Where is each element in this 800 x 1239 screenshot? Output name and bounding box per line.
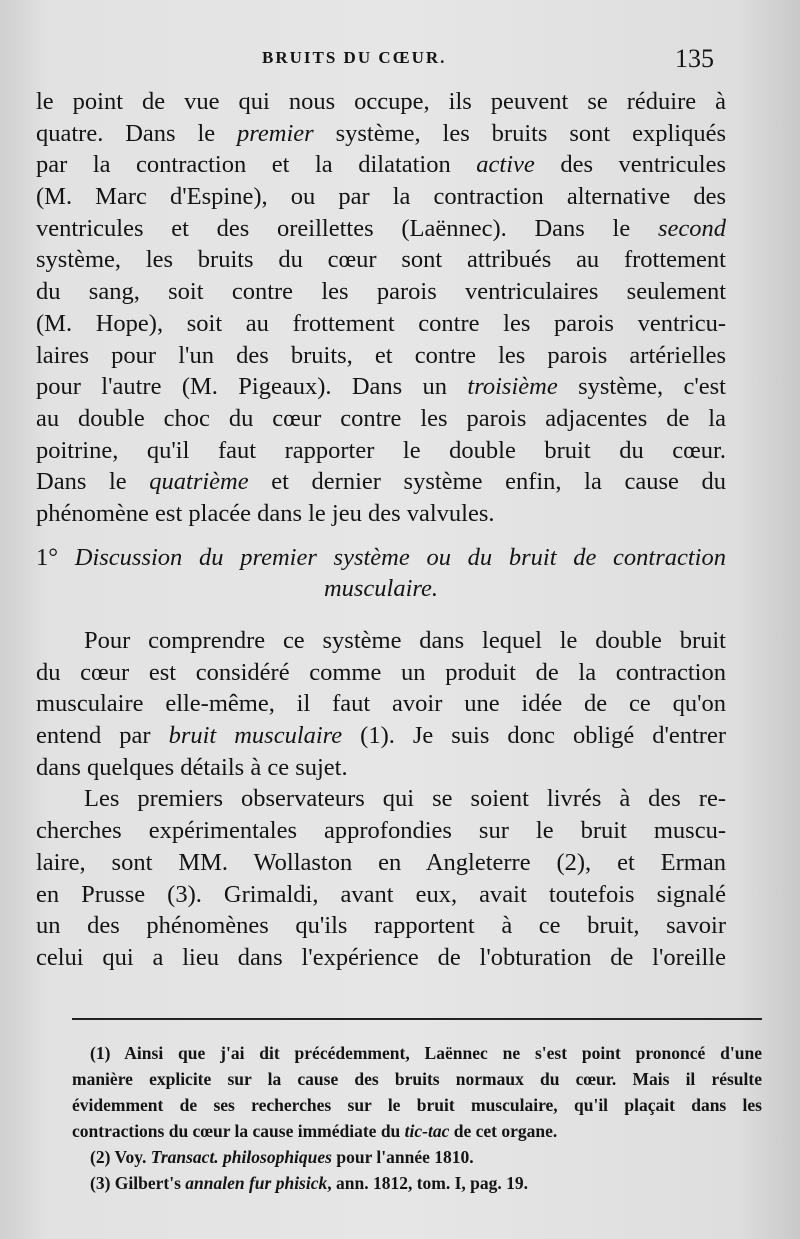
text-line: celui qui a lieu dans l'expérience de l'obturation de l'oreille [36,943,726,971]
page-header [0,44,800,74]
paragraph-3 [36,783,726,973]
text-line: phénomène est placée dans le jeu des valvules. [36,499,495,527]
heading-line: musculaire. [323,575,439,603]
footnote-line: contractions du cœur la cause immédiate du tic-tac de cet organe. [72,1121,558,1141]
body-text [36,86,726,974]
text-line: par la contraction et la dilatation active des ventricules [36,151,726,179]
text-line: laires pour l'un des bruits, et contre les parois artérielles [36,341,726,369]
text-line: (M. Marc d'Espine), ou par la contraction alternative des [36,183,726,211]
footnote-line: manière explicite sur la cause des bruits normaux du cœur. Mais il résulte [72,1069,762,1089]
italic-text: quatrième [149,468,249,496]
footnote-3: (3) Gilbert's annalen fur phisick, ann. 1812, tom. I, pag. 19. [90,1173,529,1193]
italic-text: active [476,151,535,179]
italic-text: tic-tac [404,1121,450,1141]
text-line: Dans le quatrième et dernier système enfin, la cause du [36,468,726,496]
text-line: Les premiers observateurs qui se soient livrés à des re- [84,785,726,813]
footnote-2: (2) Voy. Transact. philosophiques pour l'année 1810. [90,1147,474,1167]
paragraph-1 [36,86,726,530]
italic-text: bruit musculaire [168,722,343,750]
text-line: en Prusse (3). Grimaldi, avant eux, avait toutefois signalé [36,880,726,908]
text-line: musculaire elle-même, il faut avoir une idée de ce qu'on [36,690,726,718]
heading-text: Discussion du premier système ou du bruit de contraction [74,543,726,571]
text-line: au double choc du cœur contre les parois adjacentes de la [36,404,726,432]
text-line: dans quelques détails à ce sujet. [36,753,348,781]
footnotes [72,1040,762,1196]
italic-text: troisième [467,373,558,401]
text-line: ventricules et des oreillettes (Laënnec). Dans le second [36,214,726,242]
text-line: le point de vue qui nous occupe, ils peuvent se réduire à [36,88,726,115]
footnote-line: (1) Ainsi que j'ai dit précédemment, Laënnec ne s'est point prononcé d'une [90,1043,762,1063]
footnote-rule [72,1018,762,1020]
text-line: cherches expérimentales approfondies sur le bruit muscu- [36,817,726,845]
italic-text: Transact. philosophiques [150,1147,332,1167]
italic-text: annalen fur phisick [185,1173,328,1193]
running-title: BRUITS DU CŒUR. [262,48,447,67]
text-line: poitrine, qu'il faut rapporter le double bruit du cœur. [36,436,726,464]
text-line: entend par bruit musculaire (1). Je suis donc obligé d'entrer [36,722,726,750]
italic-text: second [657,214,726,242]
text-line: pour l'autre (M. Pigeaux). Dans un troisième système, c'est [36,373,726,401]
text-line: (M. Hope), soit au frottement contre les parois ventricu- [36,309,726,337]
section-heading [36,542,726,605]
paragraph-2 [36,625,726,783]
text-line: laire, sont MM. Wollaston en Angleterre (2), et Erman [36,848,726,876]
italic-text: premier [237,119,314,147]
text-line: quatre. Dans le premier système, les bruits sont expliqués [36,119,726,147]
text-line: système, les bruits du cœur sont attribués au frottement [36,246,726,274]
heading-line [36,542,726,574]
footnote-line: évidemment de ses recherches sur le bruit musculaire, qu'il plaçait dans les [72,1095,762,1115]
page-number: 135 [675,44,714,73]
text-line: du sang, soit contre les parois ventriculaires seulement [36,278,726,306]
text-line: Pour comprendre ce système dans lequel le double bruit [84,627,726,654]
text-line: un des phénomènes qu'ils rapportent à ce bruit, savoir [36,912,726,940]
section-number: 1° [36,543,59,571]
text-line: du cœur est considéré comme un produit de la contraction [36,658,726,686]
